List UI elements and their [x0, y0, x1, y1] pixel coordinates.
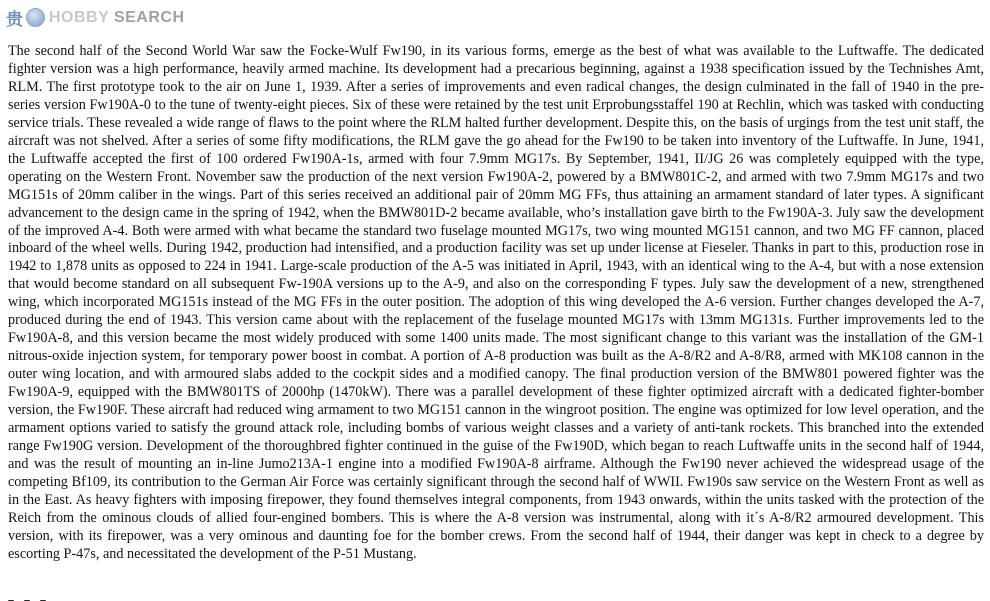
cutoff-next-line [8, 593, 68, 601]
watermark-cjk-mark: 贵 [6, 10, 22, 30]
hobbysearch-watermark [6, 5, 185, 30]
article-body: The second half of the Second World War saw the Focke-Wulf Fw190, in its various forms, emerge as the best of what was available to the Luftwaffe. The dedicated fighter version was a high performance, heavily armed machine. Its development had a precarious beginning, against a 1938 specification issued by the Technishes Amt, RLM. The first prototype took to the air on June 1, 1939. After a series of improvements and even radical changes, the design culminated in the fall of 1940 in the pre-series version Fw190A-0 to the tune of twenty-eight pieces. Six of these were retained by the test unit Erprobungsstaffel 190 at Rechlin, which was tasked with conducting service trials. These revealed a wide range of flaws to the point where the RLM halted further development. Despite this, on the basis of urgings from the test unit staff, the aircraft was not shelved. After a series of some fifty modifications, the RLM gave the go ahead for the Fw190 to be taken into inventory of the Luftwaffe. In June, 1941, the Luftwaffe accepted the first of 100 ordered Fw190A-1s, armed with four 7.9mm MG17s. By September, 1941, II/JG 26 was completely equipped with the type, operating on the Western Front. November saw the production of the next version Fw190A-2, powered by a BMW801C-2, and armed with two 7.9mm MG17s and two MG151s of 20mm caliber in the wings. Part of this series received an additional pair of 20mm MG FFs, thus attaining an armament standard of later types. A significant advancement to the design came in the spring of 1942, when the BMW801D-2 became available, who’s installation gave birth to the Fw190A-3. July saw the development of the improved A-4. Both were armed with what became the standard two fuselage mounted MG17s, two wing mounted MG151 cannon, and two MG FF cannon, placed inboard of the wheel wells. During 1942, production had intensified, and a production facility was set up under license at Fieseler. Thanks in part to this, production rose in 1942 to 1,878 units as opposed to 224 in 1941. Large-scale production of the A-5 was initiated in April, 1943, with an identical wing to the A-4, but with a nose extension that would become standard on all subsequent Fw-190A versions up to the A-9, and also on the corresponding F types. July saw the development of a new, strengthened wing, which incorporated MG151s instead of the MG FFs in the outer position. The adoption of this wing developed the A-6 version. Further changes developed the A-7, produced during the end of 1943. This version came about with the replacement of the fuselage mounted MG17s with 13mm MG131s. Further improvements led to the Fw190A-8, and this version became the most widely produced with some 1400 units made. The most significant change to this variant was the installation of the GM-1 nitrous-oxide injection system, for temporary power boost in combat. A portion of A-8 production was built as the A-8/R2 and A-8/R8, armed with MK108 cannon in the outer wing location, and with armoured slabs added to the cockpit sides and a modified canopy. The final production version of the BMW801 powered fighter was the Fw190A-9, equipped with the BMW801TS of 2000hp (1470kW). There was a parallel development of these fighter optimized aircraft with a dedicated fighter-bomber version, the Fw190F. These aircraft had reduced wing armament to two MG151 cannon in the wingroot position. The engine was optimized for low level operation, and the armament options varied to satisfy the ground attack role, including bombs of various weight classes and a variety of anti-tank rockets. This branched into the extended range Fw190G version. Development of the thoroughbred fighter continued in the guise of the Fw190D, which began to reach Luftwaffe units in the second half of 1944, and was the result of mounting an in-line Jumo213A-1 engine into a modified Fw190A-8 airframe. Although the Fw190 never achieved the widespread usage of the competing Bf109, its contribution to the German Air Force was certainly significant through the second half of WWII. Fw190s saw service on the Western Front as well as in the East. As heavy fighters with imposing firepower, they found themselves integral components, from 1943 onwards, within the units tasked with the protection of the Reich from the ominous clouds of allied four-engined bombers. This is where the A-8 version was instrumental, along with it´s A-8/R2 armoured development. This version, with its firepower, was a very ominous and daunting foe for the bomber crews. From the second half of 1944, their danger was kept in check to a degree by escorting P-47s, and necessitated the development of the P-51 Mustang. [8, 43, 984, 562]
watermark-wordmark [49, 9, 185, 27]
watermark-suffix: SEARCH [113, 8, 185, 26]
watermark-prefix: HOBBY [49, 8, 109, 26]
globe-icon [26, 8, 45, 27]
